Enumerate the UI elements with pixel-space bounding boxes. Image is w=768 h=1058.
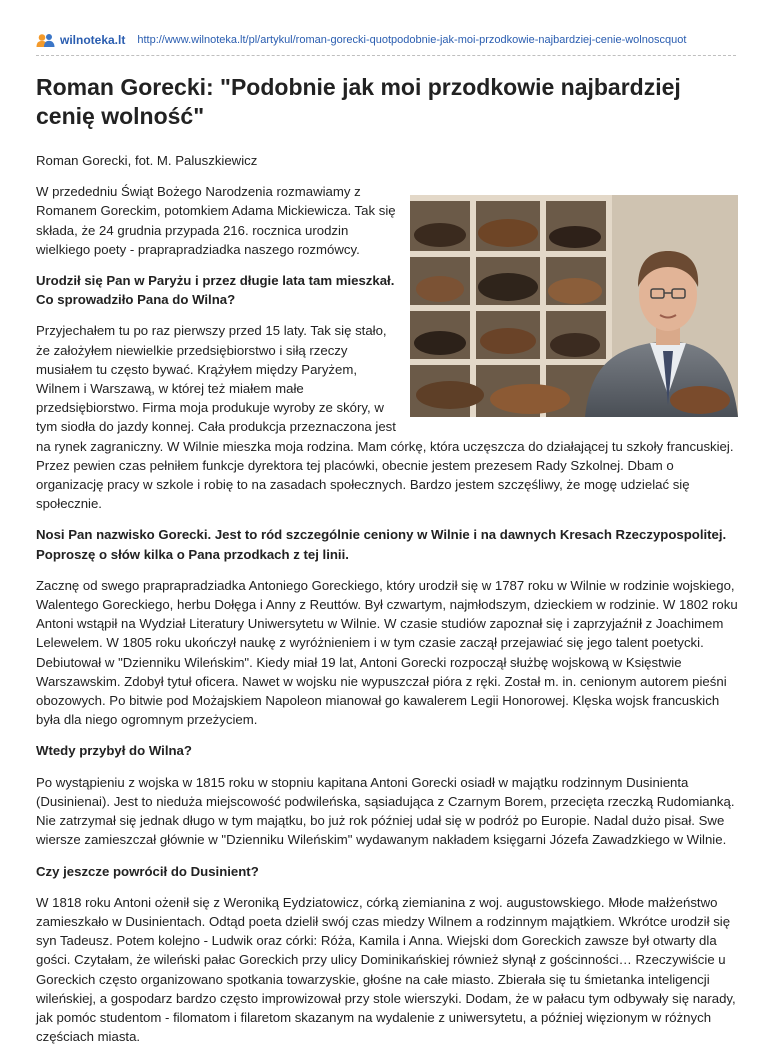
answer-4: W 1818 roku Antoni ożenił się z Weroniką Eydziatowicz, córką ziemianina z woj. augustowskiego. Młode małżeństwo zamieszkało w Dusinientach. Odtąd poeta dzielił swój czas miedzy Wilnem a rodzinnym majątkiem. Wkrótce urodził się syn Tadeusz. Potem kolejno - Ludwik oraz córki: Róża, Kamila i Anna. Wiejski dom Goreckich zawsze był otwarty dla gości. Czytałam, że wileński pałac Goreckich przy ulicy Dominikańskiej również słynął z gościnności… Rzeczywiście u Goreckich często organizowano spotkania towarzyskie, głośne na całe miasto. Zbierała się tu śmietanka inteligencji wileńskiej, a gospodarz bardzo często improwizował przy stole wierszyki. Dodam, że w pałacu tym odbywały się narady, jak pomóc studentom - filomatom i filaretom skazanym na wydalenie z uniwersytetu, a później więzionym w różnych częściach miasta. [36, 894, 736, 1045]
header-divider [36, 55, 736, 56]
answer-3: Po wystąpieniu z wojska w 1815 roku w stopniu kapitana Antoni Gorecki osiadł w majątku rodzinnym Dusinienta (Dusinienai). Jest to nieduża miejscowość podwileńska, sąsiadująca z Czarnym Borem, przecięta rzeczką Rudomianką. Nie zatrzymał się jednak długo w tym majątku, bo już rok później udał się w podróż po Europie. Nadal dużo pisał. Swe wiersze zamieszczał głównie w "Dzienniku Wileńskim" wydawanym nakładem księgarni Józefa Zawadzkiego w Wilnie. [36, 774, 735, 848]
question-3: Wtedy przybył do Wilna? [36, 743, 192, 759]
people-icon [36, 33, 55, 48]
top-bar [36, 29, 736, 51]
portrait-photo [410, 195, 738, 417]
site-logo[interactable] [36, 33, 125, 48]
question-1: Urodził się Pan w Paryżu i przez długie lata tam mieszkał. Co sprowadziło Pana do Wilna? [36, 273, 395, 308]
question-4: Czy jeszcze powrócił do Dusinient? [36, 863, 259, 879]
answer-1: Przyjechałem tu po raz pierwszy przed 15 laty. Tak się stało, że założyłem niewielkie przedsiębiorstwo i siłą rzeczy musiałem tu często bywać. Krążyłem między Paryżem, Wilnem i Warszawą, w której też miałem małe przedsiębiorstwo. Firma moja produkuje wyroby ze skóry, w tym siodła do jazdy konnej. Cała produkcja przeznaczona jest na rynek zagraniczny. W Wilnie mieszka moja rodzina. Mam córkę, która uczęszcza do działającej tu szkoły francuskiej. Przez pewien czas pełniłem funkcje dyrektora tej placówki, obecnie jestem prezesem Rady Szkolnej. Dbam o organizację pracy w szkole i robię to na zasadach społecznych. Bardzo jestem szczęśliwy, że mogę udzielać się społecznie. [36, 323, 734, 512]
intro-paragraph: W przededniu Świąt Bożego Narodzenia rozmawiamy z Romanem Goreckim, potomkiem Adama Mickiewicza. Tak się składa, że 24 grudnia przypada 216. rocznica urodzin wielkiego poety - praprapradziadka naszego rozmówcy. [36, 184, 396, 257]
photo-caption: Roman Gorecki, fot. M. Paluszkiewicz [36, 153, 258, 168]
article-url-link[interactable]: http://www.wilnoteka.lt/pl/artykul/roman-gorecki-quotpodobnie-jak-moi-przodkowie-najbardziej-cenie-wolnoscquot [137, 34, 687, 46]
article-title: Roman Gorecki: "Podobnie jak moi przodkowie najbardziej cenię wolność" [36, 74, 681, 129]
answer-2: Zacznę od swego praprapradziadka Antoniego Goreckiego, który urodził się w 1787 roku w Wilnie w rodzinie wojskiego, Walentego Goreckiego, herbu Dołęga i Anny z Reuttów. Był czwartym, najmłodszym, dzieckiem w rodzinie. W 1802 roku Antoni wstąpił na Wydział Literatury Uniwersytetu w Wilnie. W czasie studiów zapoznał się i zaprzyjaźnił z Joachimem Lelewelem. W 1805 roku ukończył naukę z wyróżnieniem i w tym czasie zaczął przejawiać się jego talent poetycki. Debiutował w "Dzienniku Wileńskim". Kiedy miał 19 lat, Antoni Gorecki rozpoczął służbę wojskową w Księstwie Warszawskim. Zdobył tytuł oficera. Nawet w wojsku nie wypuszczał pióra z ręki. Został m. in. cenionym autorem pieśni obozowych. Po bitwie pod Możajskiem Napoleon mianował go kawalerem Legii Honorowej. Klęska wojsk francuskich była dla niego ogromnym przeżyciem. [36, 577, 738, 728]
site-name: wilnoteka.lt [60, 33, 126, 47]
article-body [36, 151, 738, 1058]
question-2: Nosi Pan nazwisko Gorecki. Jest to ród szczególnie ceniony w Wilnie i na dawnych Kresach Rzeczypospolitej. Poproszę o słów kilka o Pana przodkach z tej linii. [36, 527, 727, 562]
